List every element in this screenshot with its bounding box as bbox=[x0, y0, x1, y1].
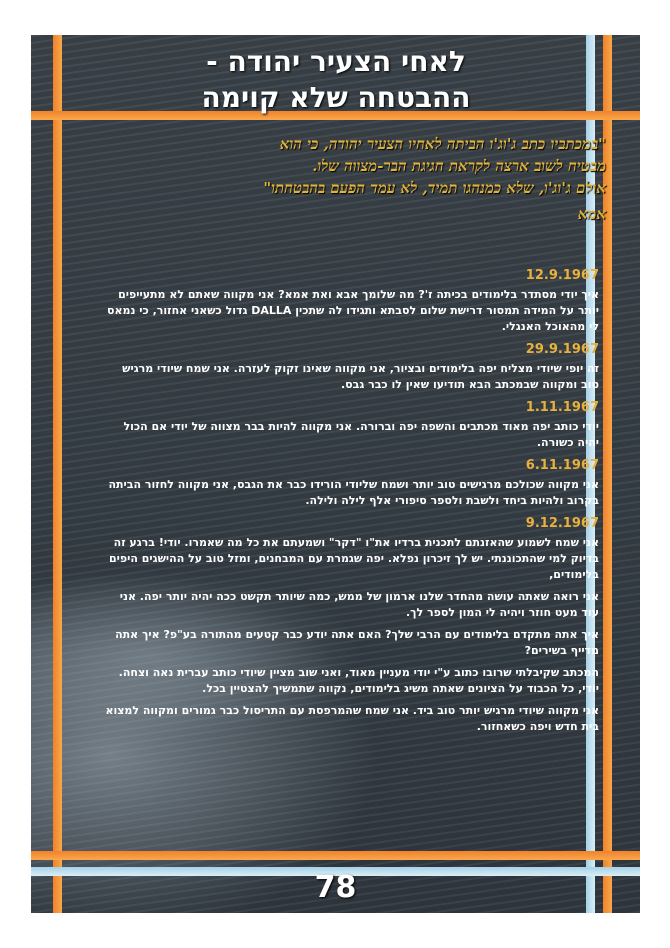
quote-signature: אמא bbox=[577, 205, 606, 223]
page-background bbox=[31, 35, 640, 913]
letter-paragraph: אני מקווה שיודי מרגיש יותר טוב ביד. אני שמח שהמרפסת עם התריסול כבר גמורים ומקווה למצוא בית חדש ויפה כשאחזור. bbox=[105, 704, 599, 733]
letter-entry bbox=[101, 341, 599, 393]
page-title-line1: לאחי הצעיר יהודה - bbox=[206, 45, 466, 78]
page-title-line2: ההבטחה שלא קוימה bbox=[201, 81, 471, 114]
letter-paragraph: זה יופי שיודי מצליח יפה בלימודים ובציור, אני מקווה שאינו זקוק לעזרה. אני שמח שיודי מרגיש טוב ומקווה שבמכתב הבא תודיעו שאין לו כבר גבס. bbox=[122, 362, 599, 391]
page-number: 78 bbox=[314, 870, 357, 905]
letter-paragraph: אני שמח לשמוע שהאזנתם לתכנית ברדיו את"ו "דקר" ושמעתם את כל מה שאמרו. יודי! ברגע זה בדיוק למי שהתכוננתי. יש לך זיכרון נפלא. יפה שגמרת עם המבחנים, ומזל טוב על ההישגים היפים בלימודים, bbox=[109, 536, 599, 581]
letter-date: 6.11.1967 bbox=[525, 458, 599, 473]
quote-line: "במכתביו כתב ג'וג'ו הביתה לאחיו הצעיר יהודה, כי הוא bbox=[279, 135, 606, 153]
letter-paragraph: אני מקווה שכולכם מרגישים טוב יותר ושמח שליודי הורידו כבר את הגבס, אני מקווה לחזור הביתה בקרוב ולהיות ביחד ולשבת ולספר סיפורי אלף לילה ולילה. bbox=[108, 478, 599, 507]
frame-line-bottom-orange bbox=[31, 851, 640, 860]
letter-paragraph: המכתב שקיבלתי שרובו כתוב ע"י יודי מעניין מאוד, ואני שוב מציין שיודי כותב עברית נאה וצחה. יודי, כל הכבוד על הציונים שאתה משיג בלימודים, נקווה שתמשיך להצטיין בכל. bbox=[118, 666, 599, 695]
letter-date: 29.9.1967 bbox=[525, 342, 599, 357]
frame-line-left-orange bbox=[53, 35, 62, 913]
letter-entry bbox=[101, 267, 599, 335]
quote-line: אולם ג'וג'ו, שלא כמנהגו תמיד, לא עמד הפעם בהבטחתו" bbox=[263, 179, 606, 197]
letter-paragraph: אני רואה שאתה עושה מהחדר שלנו ארמון של ממש, כמה שיותר תקשט ככה יהיה יותר יפה. אני עוד מעט חוזר ויהיה לי המון לספר לך. bbox=[119, 590, 599, 619]
letters-section bbox=[101, 267, 599, 741]
letter-paragraph: איך יודי מסתדר בלימודים בכיתה ז'? מה שלומך אבא ואת אמא? אני מקווה שאתם לא מתעייפים יותר על המידה תמסור דרישת שלום לסבתא ותגידו לה שתכין DALLA גדול כשאני אחזור, כי נמאס לי מהאוכל האנגלי. bbox=[107, 288, 599, 333]
letter-entry bbox=[101, 515, 599, 735]
letter-paragraph: יודי כותב יפה מאוד מכתבים והשפה יפה וברורה. אני מקווה להיות בבר מצווה של יודי אם הכול יהיה כשורה. bbox=[123, 420, 599, 449]
letter-date: 1.11.1967 bbox=[525, 400, 599, 415]
letter-entry bbox=[101, 457, 599, 509]
letter-entry bbox=[101, 399, 599, 451]
intro-quote bbox=[101, 133, 606, 225]
quote-line: מבטיח לשוב ארצה לקראת חגיגת הבר-מצווה שלו. bbox=[312, 157, 606, 175]
letter-paragraph: איך אתה מתקדם בלימודים עם הרבי שלך? האם אתה יודע כבר קטעים מהתורה בע"פ? איך אתה מדייף בשירים? bbox=[115, 628, 599, 657]
letter-date: 12.9.1967 bbox=[525, 268, 599, 283]
letter-date: 9.12.1967 bbox=[525, 516, 599, 531]
